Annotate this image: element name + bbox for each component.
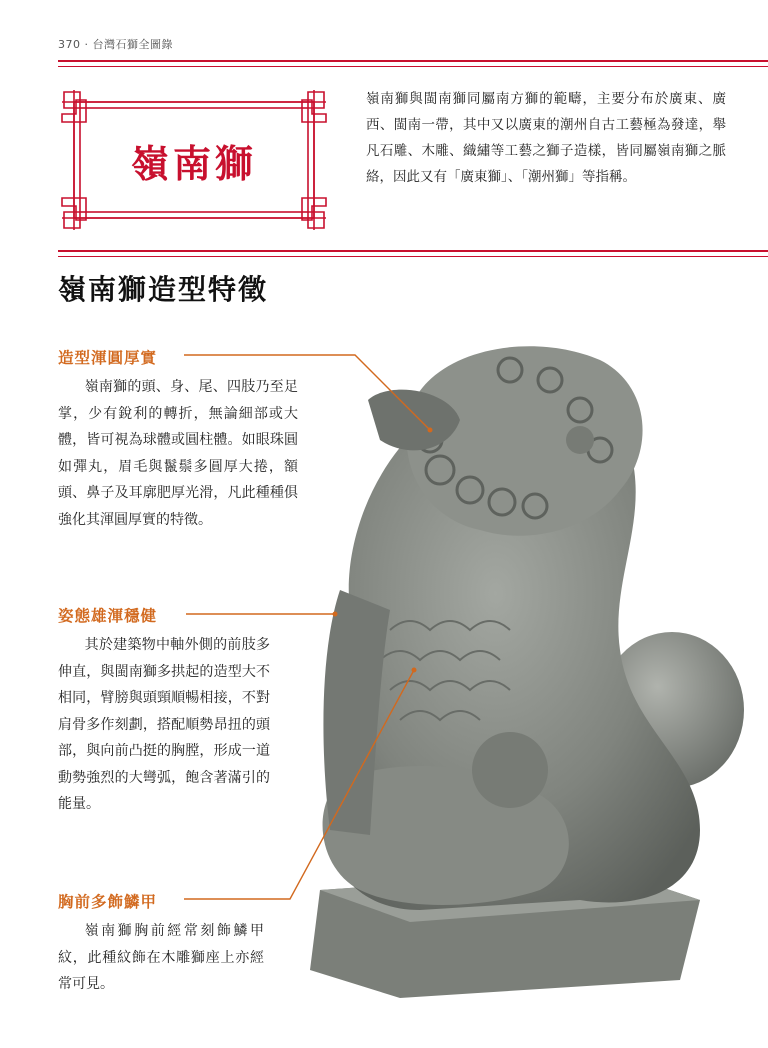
header-rule (58, 60, 768, 62)
page-title: 嶺南獅 (130, 140, 257, 186)
feature-heading-1 (58, 346, 157, 368)
feature-heading-3 (58, 890, 157, 912)
section-rule-thin (58, 256, 768, 257)
feature-body-1: 嶺南獅的頭、身、尾、四肢乃至足掌，少有銳利的轉折，無論細部或大體，皆可視為球體或圓柱體。如眼珠圓如彈丸，眉毛與鬣鬃多圓厚大捲，額頭、鼻子及耳廓肥厚光滑，凡此種種俱強化其渾圓厚實的特徵。 (58, 379, 298, 528)
header-rule-thin (58, 66, 768, 67)
feature-heading-2-text: 姿態雄渾穩健 (58, 606, 158, 625)
feature-heading-3-text: 胸前多飾鱗甲 (58, 892, 158, 911)
feature-body-3: 嶺南獅胸前經常刻飾鱗甲紋，此種紋飾在木雕獅座上亦經常可見。 (58, 923, 264, 992)
title-frame (60, 88, 328, 232)
feature-heading-2 (58, 604, 157, 626)
running-header: 370 · 台灣石獅全圖錄 (58, 38, 173, 51)
intro-paragraph: 嶺南獅與閩南獅同屬南方獅的範疇，主要分布於廣東、廣西、閩南一帶，其中又以廣東的潮州自古工藝極為發達，舉凡石雕、木雕、織繡等工藝之獅子造樣，皆同屬嶺南獅之脈絡，因此又有「廣東獅」、「潮州獅」等指稱。 (366, 91, 726, 185)
section-title: 嶺南獅造型特徵 (58, 273, 269, 306)
feature-heading-1-text: 造型渾圓厚實 (58, 348, 158, 367)
stone-lion-photo (280, 330, 768, 1000)
section-rule (58, 250, 768, 252)
feature-body-2: 其於建築物中軸外側的前肢多伸直，與閩南獅多拱起的造型大不相同，臂膀與頭頸順暢相接，不對肩骨多作刻劃，搭配順勢昂扭的頭部，與向前凸挺的胸膛，形成一道動勢強烈的大彎弧，飽含著滿引的能量。 (58, 637, 270, 812)
